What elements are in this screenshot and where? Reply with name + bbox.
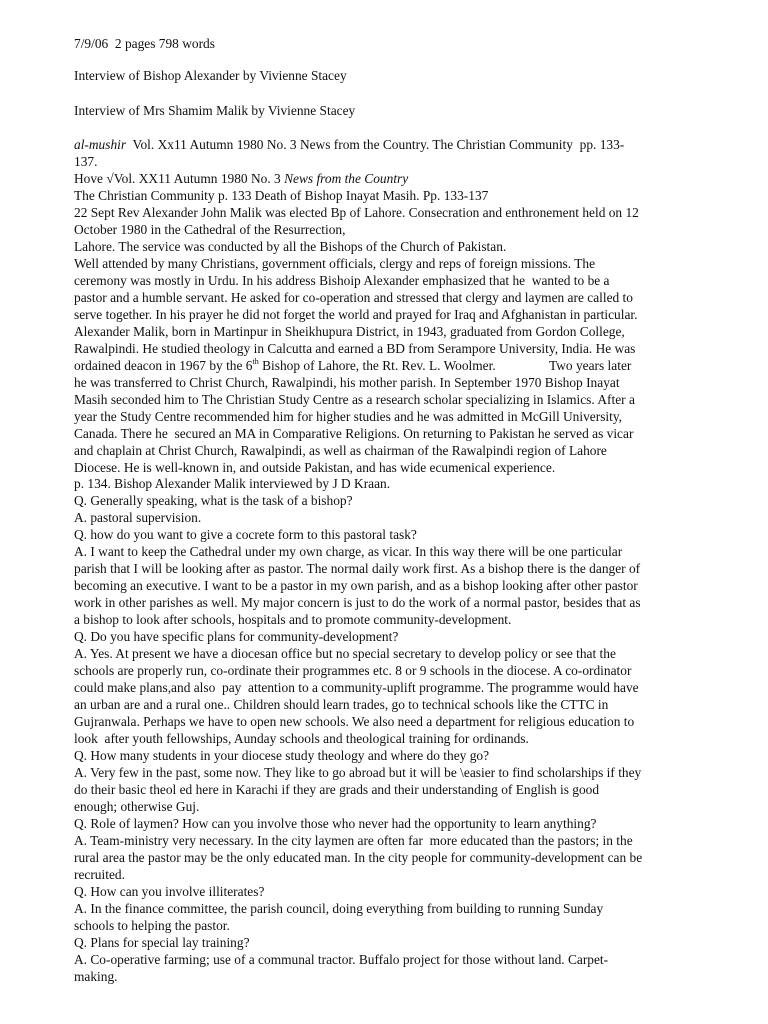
body-line: and chaplain at Christ Church, Rawalpindi, as well as chairman of the Rawalpindi region of Lahore	[74, 443, 607, 458]
answer: A. Very few in the past, some now. They like to go abroad but it will be \easier to find scholarships if they	[74, 765, 642, 780]
body-line: 22 Sept Rev Alexander John Malik was elected Bp of Lahore. Consecration and enthronement held on 12	[74, 205, 639, 220]
question: Q. Role of laymen? How can you involve those who never had the opportunity to learn anything?	[74, 816, 597, 831]
body-line: Masih seconded him to The Christian Study Centre as a research scholar specializing in Islamics. After a	[74, 392, 635, 407]
source-line-4: The Christian Community p. 133 Death of Bishop Inayat Masih. Pp. 133-137	[74, 188, 489, 203]
source-line-1	[74, 136, 624, 153]
body-line: year the Study Centre recommended him for higher studies and he was admitted in McGill University,	[74, 409, 623, 424]
body-text: Bishop of Lahore, the Rt. Rev. L. Woolmer. Two years later	[258, 358, 632, 373]
answer: work in other parishes as well. My major concern is just to do the work of a normal pastor, besides that as	[74, 595, 641, 610]
body-line: Alexander Malik, born in Martinpur in Sheikhupura District, in 1943, graduated from Gordon College,	[74, 324, 625, 339]
question: Q. Do you have specific plans for community-development?	[74, 629, 399, 644]
interview-title-shamim: Interview of Mrs Shamim Malik by Vivienne Stacey	[74, 103, 356, 118]
source-line-1-text: Vol. Xx11 Autumn 1980 No. 3 News from the Country. The Christian Community pp. 133-	[126, 137, 625, 152]
interview-title-bishop: Interview of Bishop Alexander by Vivienne Stacey	[74, 68, 347, 83]
body-line: p. 134. Bishop Alexander Malik interviewed by J D Kraan.	[74, 476, 391, 491]
question: Q. how do you want to give a cocrete form to this pastoral task?	[74, 527, 417, 542]
answer: recruited.	[74, 867, 125, 882]
body-line: ceremony was mostly in Urdu. In his address Bishoip Alexander emphasized that he wanted to be a	[74, 273, 610, 288]
answer: A. Co-operative farming; use of a communal tractor. Buffalo project for those without land. Carpet-	[74, 952, 609, 967]
answer: schools to helping the pastor.	[74, 918, 230, 933]
answer: do their basic theol ed here in Karachi if they are grads and their understanding of English is good	[74, 782, 600, 797]
source-line-2: 137.	[74, 154, 98, 169]
body-line: Canada. There he secured an MA in Comparative Religions. On returning to Pakistan he served as vicar	[74, 426, 634, 441]
answer: look after youth fellowships, Aunday schools and theological training for ordinands.	[74, 731, 529, 746]
body-line: he was transferred to Christ Church, Rawalpindi, his mother parish. In September 1970 Bishop Inayat	[74, 375, 620, 390]
answer: could make plans,and also pay attention to a community-uplift programme. The programme would have	[74, 680, 639, 695]
answer: becoming an executive. I want to be a pastor in my own parish, and as a bishop looking after other pastor	[74, 578, 638, 593]
answer: A. pastoral supervision.	[74, 510, 202, 525]
body-line: Rawalpindi. He studied theology in Calcutta and earned a BD from Serampore University, India. He was	[74, 341, 636, 356]
answer: making.	[74, 969, 118, 984]
question: Q. How many students in your diocese study theology and where do they go?	[74, 748, 490, 763]
answer: A. I want to keep the Cathedral under my own charge, as vicar. In this way there will be one particular	[74, 544, 623, 559]
answer: rural area the pastor may be the only educated man. In the city people for community-development can be	[74, 850, 643, 865]
answer: A. Team-ministry very necessary. In the city laymen are often far more educated than the pastors; in the	[74, 833, 633, 848]
body-text: ordained deacon in 1967 by the 6	[74, 358, 253, 373]
body-line: Lahore. The service was conducted by all the Bishops of the Church of Pakistan.	[74, 239, 507, 254]
journal-name: al-mushir	[74, 137, 127, 152]
answer: a bishop to look after schools, hospitals and to promote community-development.	[74, 612, 512, 627]
question: Q. Generally speaking, what is the task of a bishop?	[74, 493, 353, 508]
answer: A. In the finance committee, the parish council, doing everything from building to running Sunday	[74, 901, 604, 916]
body-line	[74, 357, 631, 374]
body-line: Diocese. He is well-known in, and outside Pakistan, and has wide ecumenical experience.	[74, 460, 556, 475]
question: Q. Plans for special lay training?	[74, 935, 250, 950]
ordinal-suffix: th	[252, 357, 259, 366]
answer: parish that I will be looking after as pastor. The normal daily work first. As a bishop there is the danger of	[74, 561, 641, 576]
news-title: News from the Country	[284, 171, 409, 186]
answer: schools are properly run, co-ordinate their programmes etc. 8 or 9 schools in the diocese. A co-ordinator	[74, 663, 632, 678]
body-line: serve together. In his prayer he did not forget the world and prayed for Iraq and Afghanistan in particular.	[74, 307, 638, 322]
answer: Gujranwala. Perhaps we have to open new schools. We also need a department for religious education to	[74, 714, 635, 729]
hove-prefix: Hove √Vol. XX11 Autumn 1980 No. 3	[74, 171, 285, 186]
answer: A. Yes. At present we have a diocesan office but no special secretary to develop policy or see that the	[74, 646, 616, 661]
source-line-3	[74, 170, 408, 187]
date-line: 7/9/06 2 pages 798 words	[74, 36, 215, 51]
answer: enough; otherwise Guj.	[74, 799, 200, 814]
body-line: Well attended by many Christians, government officials, clergy and reps of foreign missions. The	[74, 256, 596, 271]
body-line: October 1980 in the Cathedral of the Resurrection,	[74, 222, 346, 237]
question: Q. How can you involve illiterates?	[74, 884, 265, 899]
body-line: pastor and a humble servant. He asked for co-operation and stressed that clergy and laymen are called to	[74, 290, 633, 305]
answer: an urban are and a rural one.. Children should learn trades, go to technical schools like the CTTC in	[74, 697, 609, 712]
